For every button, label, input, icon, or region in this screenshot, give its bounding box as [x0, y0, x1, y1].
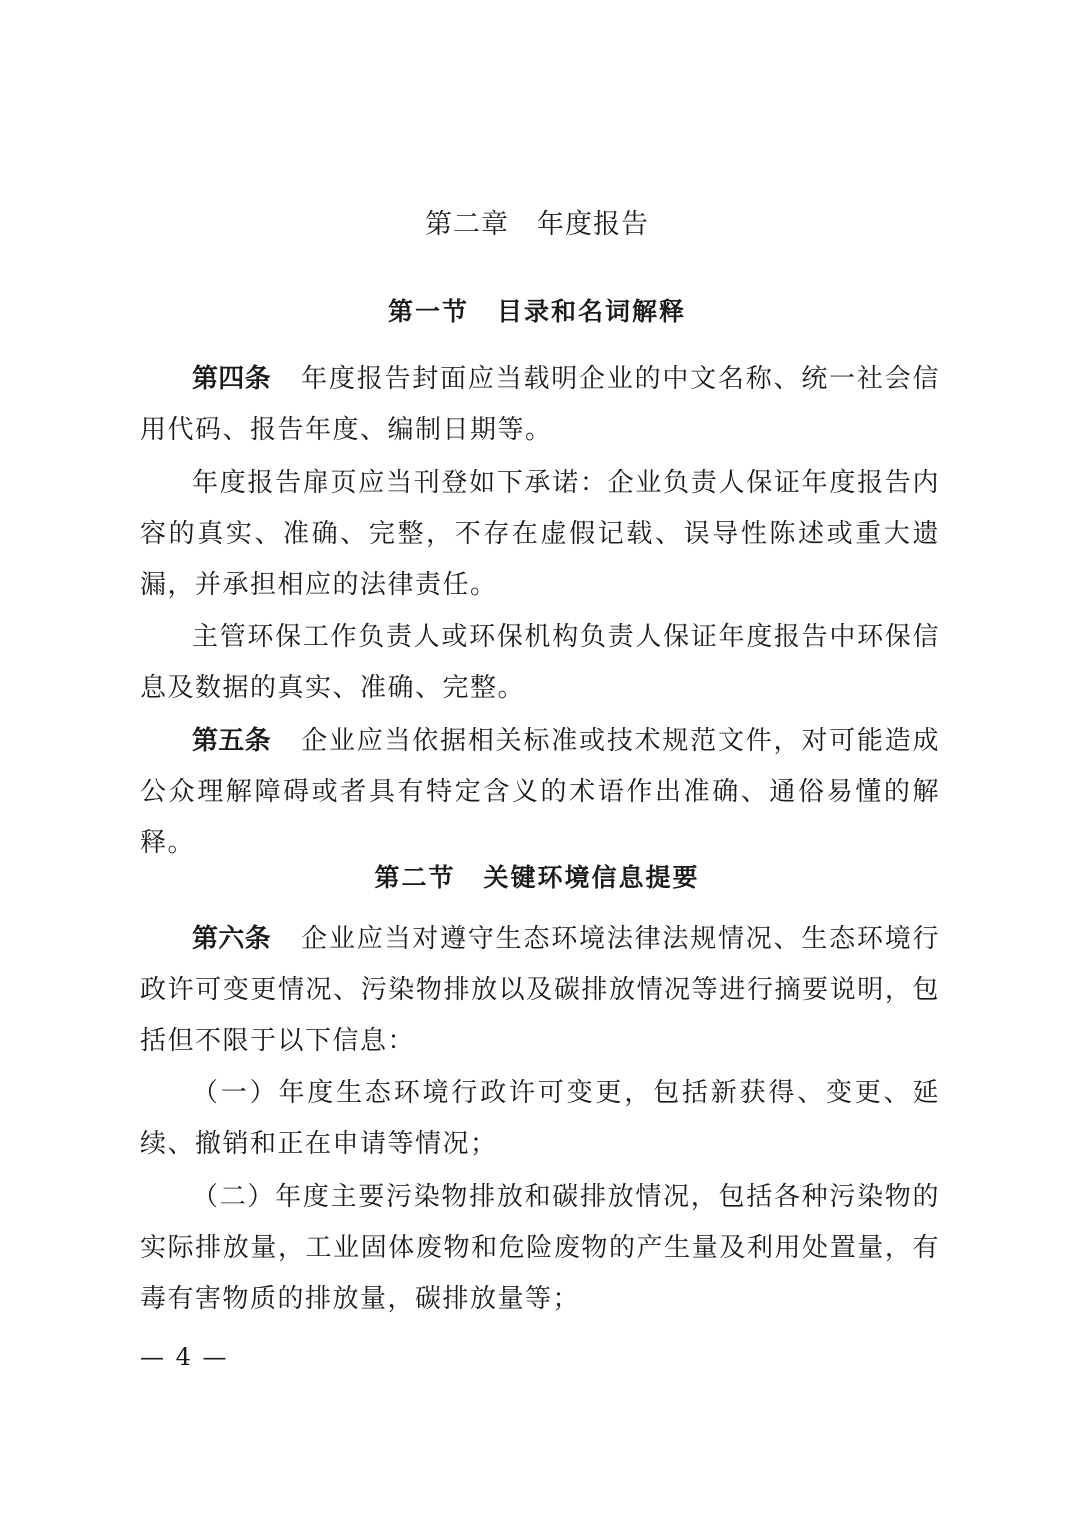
chapter-title: 年度报告: [537, 209, 649, 240]
article-text: 企业应当对遵守生态环境法律法规情况、生态环境行政许可变更情况、污染物排放以及碳排放情况等进行摘要说明，包括但不限于以下信息：: [140, 924, 940, 1056]
section-number: 第二节: [374, 863, 456, 892]
article-6-item-1: （一）年度生态环境行政许可变更，包括新获得、变更、延续、撤销和正在申请等情况；: [140, 1078, 940, 1159]
article-text: 企业应当依据相关标准或技术规范文件，对可能造成公众理解障碍或者具有特定含义的术语作出准确、通俗易懂的解释。: [140, 726, 940, 858]
article-5-paragraph: [140, 716, 940, 869]
chapter-heading: [0, 202, 1074, 241]
article-4-paragraph-3: 主管环保工作负责人或环保机构负责人保证年度报告中环保信息及数据的真实、准确、完整。: [140, 622, 940, 703]
section-title: 关键环境信息提要: [483, 863, 700, 892]
article-4-paragraph-2: 年度报告扉页应当刊登如下承诺：企业负责人保证年度报告内容的真实、准确、完整，不存在虚假记载、误导性陈述或重大遗漏，并承担相应的法律责任。: [140, 468, 940, 600]
page-number: — 4 —: [140, 1343, 229, 1371]
article-label: 第六条: [192, 924, 271, 954]
section-number: 第一节: [387, 297, 469, 326]
article-4-paragraph: [140, 354, 940, 456]
chapter-number: 第二章: [425, 209, 509, 240]
article-6-item-2: （二）年度主要污染物排放和碳排放情况，包括各种污染物的实际排放量，工业固体废物和危险废物的产生量及利用处置量，有毒有害物质的排放量，碳排放量等；: [140, 1182, 940, 1314]
article-label: 第四条: [192, 364, 271, 394]
section-heading-1: [0, 292, 1074, 328]
section-heading-2: [0, 858, 1074, 894]
article-label: 第五条: [192, 726, 271, 756]
article-text: 年度报告封面应当载明企业的中文名称、统一社会信用代码、报告年度、编制日期等。: [140, 364, 940, 445]
section-title: 目录和名词解释: [497, 297, 687, 326]
article-6-paragraph: [140, 914, 940, 1067]
